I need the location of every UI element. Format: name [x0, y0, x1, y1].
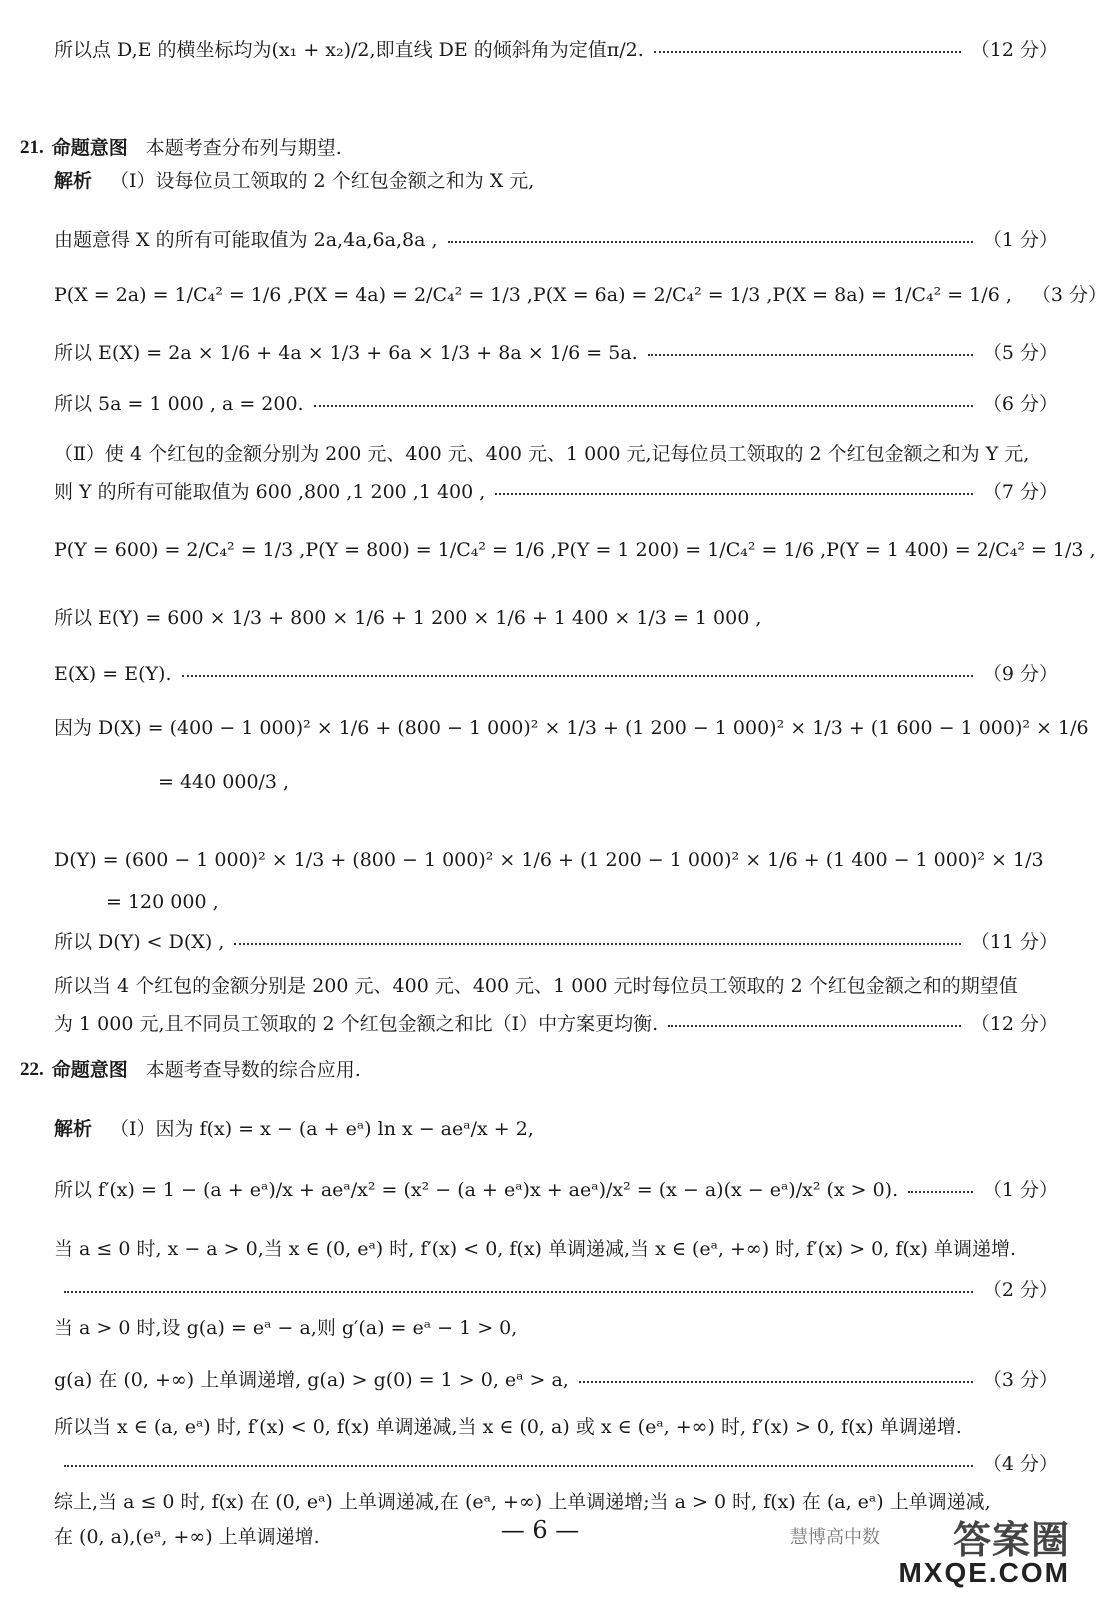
text-line [20, 136, 1058, 160]
score-mark: （3 分） [1031, 284, 1107, 306]
dot-leader [314, 405, 973, 407]
line-text: 当 a > 0 时,设 g(a) = eᵃ − a,则 g′(a) = eᵃ − 1 > 0, [54, 1317, 518, 1339]
question-number: 22. [20, 1059, 44, 1080]
line-text: 所以当 x ∈ (a, eᵃ) 时, f′(x) < 0, f(x) 单调递减,当 x ∈ (0, a) 或 x ∈ (eᵃ, +∞) 时, f′(x) > 0, f(x) 单调递增. [54, 1416, 962, 1438]
score-mark: （5 分） [982, 342, 1058, 364]
score-mark: （11 分） [970, 931, 1058, 953]
section-label: 命题意图 [51, 137, 128, 159]
text-line [54, 662, 1058, 686]
text-line [54, 1368, 1058, 1392]
line-text: （Ⅱ）使 4 个红包的金额分别为 200 元、400 元、400 元、1 000 元,记每位员工领取的 2 个红包金额之和为 Y 元, [54, 443, 1030, 465]
line-text: D(Y) = (600 − 1 000)² × 1/3 + (800 − 1 000)² × 1/6 + (1 200 − 1 000)² × 1/6 + (1 400 − 1 000)² × 1/3 [54, 849, 1044, 871]
line-text: P(X = 2a) = 1/C₄² = 1/6 ,P(X = 4a) = 2/C₄² = 1/3 ,P(X = 6a) = 2/C₄² = 1/3 ,P(X = 8a) = 1/C₄² = 1/6 , [54, 284, 1012, 306]
text-line [54, 283, 1107, 307]
dot-leader [234, 943, 960, 945]
watermark-site: MXQE.COM [898, 1557, 1070, 1588]
text-line [54, 442, 1058, 466]
text-line [54, 848, 1058, 872]
text-line [54, 716, 1089, 740]
dot-leader [182, 675, 973, 677]
question-number: 21. [20, 137, 44, 158]
text-line [54, 770, 1058, 794]
dot-leader [448, 241, 973, 243]
text-line [54, 480, 1058, 504]
text-line [54, 1452, 1058, 1476]
text-line [54, 1415, 1058, 1439]
dot-leader [908, 1191, 973, 1193]
dot-leader [579, 1381, 973, 1383]
line-text: = 120 000 , [106, 891, 219, 913]
line-text: 所以 f′(x) = 1 − (a + eᵃ)/x + aeᵃ/x² = (x² − (a + eᵃ)x + aeᵃ)/x² = (x − a)(x − eᵃ)/x² (x > 0). [54, 1179, 899, 1201]
score-mark: （12 分） [970, 1013, 1058, 1035]
line-text: 综上,当 a ≤ 0 时, f(x) 在 (0, eᵃ) 上单调递减,在 (eᵃ, +∞) 上单调递增;当 a > 0 时, f(x) 在 (a, eᵃ) 上单调递减, [54, 1491, 991, 1513]
line-text: g(a) 在 (0, +∞) 上单调递增, g(a) > g(0) = 1 > 0, eᵃ > a, [54, 1369, 569, 1391]
dot-leader [654, 51, 961, 53]
line-text: 所以 E(Y) = 600 × 1/3 + 800 × 1/6 + 1 200 × 1/6 + 1 400 × 1/3 = 1 000 , [54, 607, 762, 629]
dot-leader [648, 354, 973, 356]
text-line [54, 1117, 1058, 1141]
text-line [54, 606, 1058, 630]
line-text: （Ⅰ）因为 f(x) = x − (a + eᵃ) ln x − aeᵃ/x + 2, [110, 1118, 534, 1140]
text-line [54, 1178, 1058, 1202]
score-mark: （1 分） [982, 229, 1058, 251]
line-text: E(X) = E(Y). [54, 663, 172, 685]
text-line [54, 341, 1058, 365]
score-mark: （1 分） [982, 1179, 1058, 1201]
line-text: （Ⅰ）设每位员工领取的 2 个红包金额之和为 X 元, [110, 170, 535, 192]
watermark-wechat-text: 慧博高中数 [790, 1527, 880, 1548]
line-text: 在 (0, a),(eᵃ, +∞) 上单调递增. [54, 1526, 320, 1548]
watermark-logo: 答案圈 [952, 1518, 1070, 1562]
text-line [54, 1237, 1058, 1261]
section-label: 命题意图 [51, 1059, 128, 1081]
dot-leader [64, 1465, 973, 1467]
score-mark: （12 分） [970, 39, 1058, 61]
section-label: 解析 [54, 170, 93, 192]
score-mark: （4 分） [982, 1453, 1058, 1475]
text-line [54, 1012, 1058, 1036]
watermark [790, 1509, 1070, 1589]
text-line [54, 169, 1058, 193]
page-number: — 6 — [500, 1516, 580, 1544]
text-line [54, 38, 1058, 62]
text-line [54, 392, 1058, 416]
text-line [20, 1058, 1058, 1082]
text-line [54, 930, 1058, 954]
dot-leader [495, 493, 973, 495]
dot-leader [64, 1291, 973, 1293]
text-line [54, 1316, 1058, 1340]
text-line [54, 228, 1058, 252]
line-text: 由题意得 X 的所有可能取值为 2a,4a,6a,8a , [54, 229, 438, 251]
score-mark: （3 分） [982, 1369, 1058, 1391]
text-line [54, 974, 1058, 998]
line-text: 本题考查分布列与期望. [145, 137, 342, 159]
line-text: 所以 5a = 1 000 , a = 200. [54, 393, 304, 415]
text-line [54, 1278, 1058, 1302]
text-line [54, 538, 1096, 562]
section-label: 解析 [54, 1118, 93, 1140]
score-mark: （9 分） [982, 663, 1058, 685]
line-text: 所以当 4 个红包的金额分别是 200 元、400 元、400 元、1 000 元时每位员工领取的 2 个红包金额之和的期望值 [54, 975, 1018, 997]
text-line [54, 890, 1058, 914]
line-text: 所以点 D,E 的横坐标均为(x₁ + x₂)/2,即直线 DE 的倾斜角为定值π/2. [54, 39, 644, 61]
line-text: 本题考查导数的综合应用. [145, 1059, 361, 1081]
line-text: 因为 D(X) = (400 − 1 000)² × 1/6 + (800 − 1 000)² × 1/3 + (1 200 − 1 000)² × 1/3 + (1 600 − 1 000)² × 1/6 [54, 717, 1089, 739]
line-text: P(Y = 600) = 2/C₄² = 1/3 ,P(Y = 800) = 1/C₄² = 1/6 ,P(Y = 1 200) = 1/C₄² = 1/6 ,P(Y = 1 400) = 2/C₄² = 1/3 , [54, 539, 1096, 561]
dot-leader [668, 1025, 961, 1027]
line-text: 则 Y 的所有可能取值为 600 ,800 ,1 200 ,1 400 , [54, 481, 486, 503]
line-text: 当 a ≤ 0 时, x − a > 0,当 x ∈ (0, eᵃ) 时, f′(x) < 0, f(x) 单调递减,当 x ∈ (eᵃ, +∞) 时, f′(x) > 0, f(x) 单调递增. [54, 1238, 1016, 1260]
line-text: = 440 000/3 , [158, 771, 290, 793]
line-text: 所以 E(X) = 2a × 1/6 + 4a × 1/3 + 6a × 1/3 + 8a × 1/6 = 5a. [54, 342, 638, 364]
score-mark: （7 分） [982, 481, 1058, 503]
line-text: 所以 D(Y) < D(X) , [54, 931, 225, 953]
score-mark: （2 分） [982, 1279, 1058, 1301]
line-text: 为 1 000 元,且不同员工领取的 2 个红包金额之和比（Ⅰ）中方案更均衡. [54, 1013, 659, 1035]
score-mark: （6 分） [982, 393, 1058, 415]
